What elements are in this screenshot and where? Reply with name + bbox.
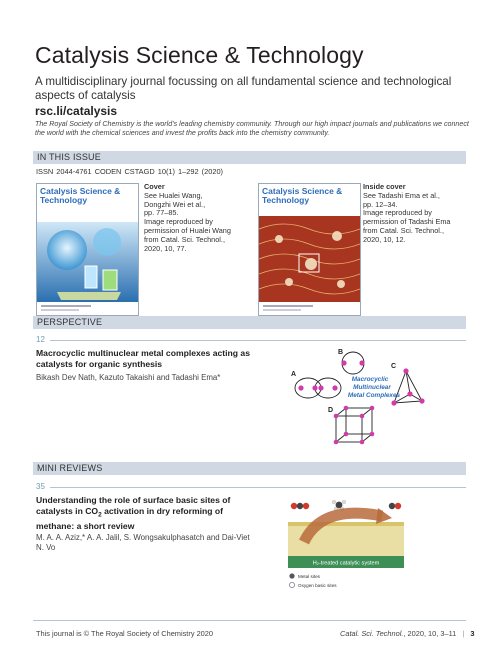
footer-divider [33,620,466,621]
inside-cover-caption [363,183,468,245]
figure-caption: Metal Complexes [347,392,401,399]
issue-info: ISSN 2044-4761 CODEN CSTAGD 10(1) 1–292 (2020) [36,167,224,176]
divider [50,340,466,341]
cover-line: Dongzhi Wei et al., [144,199,206,209]
cover-line: 2020, 10, 77. [144,243,187,253]
inside-cover-line: See Tadashi Ema et al., [363,190,440,200]
figure-caption: Multinuclear [353,384,391,391]
cover-line: from Catal. Sci. Technol., [144,234,225,244]
inside-cover-line: permission of Tadashi Ema [363,217,451,227]
section-heading: IN THIS ISSUE [37,152,101,162]
cover-image[interactable] [36,183,139,316]
legend-oxygen: Oxygen basic sites [298,583,337,588]
inside-cover-line: from Catal. Sci. Technol., [363,225,444,235]
cover-line: permission of Hualei Wang [144,225,231,235]
section-heading: MINI REVIEWS [37,463,103,473]
inside-cover-image[interactable] [258,183,361,316]
title-line: Understanding the role of surface basic sites of [36,495,231,505]
inside-cover-line: pp. 12–34. [363,199,398,209]
cover-artwork-icon [37,184,138,315]
footer-page-number: 3 [470,629,475,638]
perspective-graphic [288,346,428,458]
figure-label-d: D [328,407,334,414]
cover-line: Image reproduced by [144,217,213,227]
legend-metal: Metal sites [298,574,320,579]
title-line: methane: a short review [36,520,135,531]
figure-caption: Macrocyclic [351,376,389,383]
section-heading: PERSPECTIVE [37,317,103,327]
divider [50,487,466,488]
cover-label: Cover [144,182,165,191]
inside-cover-line: 2020, 10, 12. [363,234,406,244]
cover-thumb-title: Catalysis Science & Technology [40,186,121,205]
section-band-perspective [33,316,466,329]
figure-label-a: A [291,371,297,378]
system-label: H₂-treated catalytic system [312,560,380,567]
section-band-in-this-issue [33,151,466,164]
cover-line: See Hualei Wang, [144,190,203,200]
journal-subtitle: A multidisciplinary journal focussing on all fundamental science and technological aspects of catalysis [35,75,452,102]
inside-cover-label: Inside cover [363,182,406,191]
cover-line: pp. 77–85. [144,208,179,218]
inside-cover-thumb-title: Catalysis Science & Technology [262,186,343,205]
footer-citation: Catal. Sci. Technol., 2020, 10, 3–11 | 3 [340,629,475,638]
footer-copyright: This journal is © The Royal Society of Chemistry 2020 [36,629,214,638]
figure-label-b: B [338,349,344,356]
mini-review-authors: M. A. A. Aziz,* A. A. Jalil, S. Wongsakulphasatch and Dai-Viet N. Vo [36,533,250,552]
perspective-page-number: 12 [36,335,45,344]
mini-review-title[interactable] [36,495,276,531]
cover-caption [144,183,254,253]
perspective-title[interactable]: Macrocyclic multinuclear metal complexes acting as catalysts for organic synthesis [36,348,250,369]
mini-review-page-number: 35 [36,482,45,491]
journal-url[interactable]: rsc.li/catalysis [35,104,118,118]
inside-cover-line: Image reproduced by [363,208,432,218]
section-band-mini-reviews [33,462,466,475]
figure-label-c: C [391,363,397,370]
mini-review-graphic [282,494,412,596]
perspective-authors: Bikash Dev Nath, Kazuto Takaishi and Tadashi Ema* [36,373,221,382]
title-line: catalysts in $CO_2$ activation in dry reforming of [36,505,224,519]
rsc-blurb: The Royal Society of Chemistry is the world’s leading chemistry community. Through our high impact journals and publications we connect the world with the chemical sciences and invest the profits back into the chemistry community. [35,120,469,138]
inside-cover-artwork-icon [259,184,360,315]
journal-title: Catalysis Science & Technology [35,42,364,68]
